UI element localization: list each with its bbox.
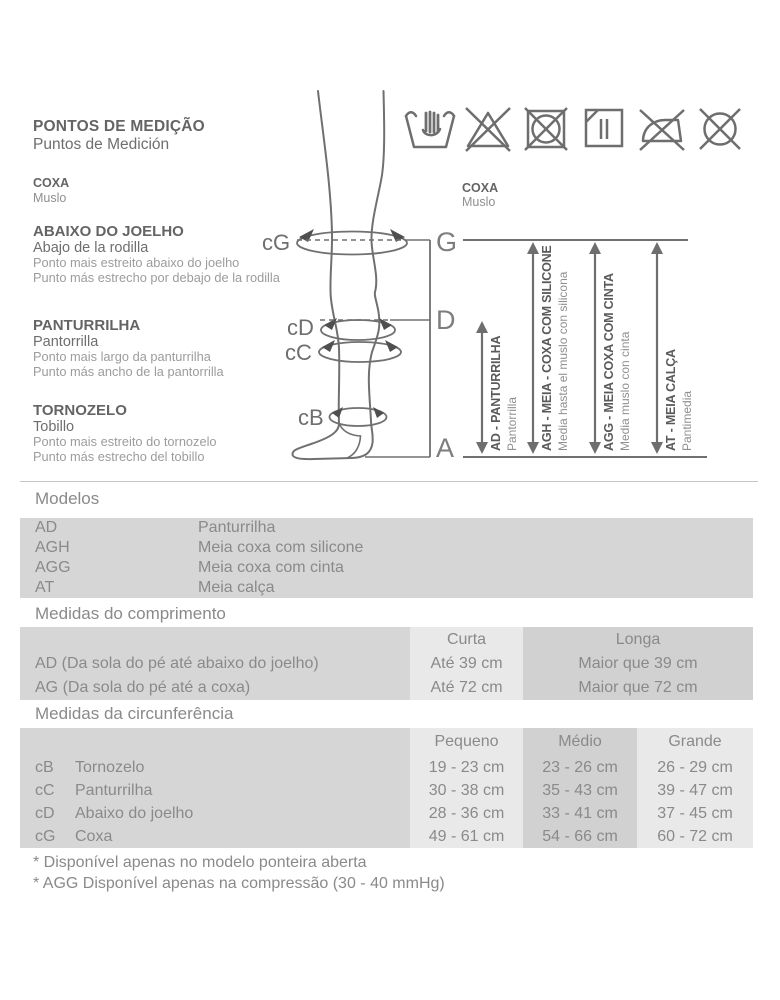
value-large: 39 - 47 cm xyxy=(637,779,753,802)
arrow-sublabel-ad: Pantorrilla xyxy=(505,396,519,451)
point-coxa xyxy=(33,176,69,205)
point-name: Coxa xyxy=(75,827,113,845)
table-row xyxy=(20,538,753,558)
row-label xyxy=(20,825,410,848)
point-name: Tornozelo xyxy=(75,758,145,776)
table-row xyxy=(20,779,753,802)
cg-ellipse xyxy=(297,232,407,255)
arrow-label-at: AT - MEIA CALÇA xyxy=(664,349,678,451)
point-subtitle: Tobillo xyxy=(33,419,75,435)
point-desc-es: Punto más ancho de la pantorrilla xyxy=(33,363,224,379)
empty-header-cell xyxy=(20,728,410,756)
cb-label: cB xyxy=(298,405,324,430)
page-title: PONTOS DE MEDIÇÃO xyxy=(33,118,205,135)
column-header-curta: Curta xyxy=(410,627,523,652)
point-desc-pt: Ponto mais estreito abaixo do joelho xyxy=(33,255,240,270)
table-row xyxy=(20,802,753,825)
point-subtitle: Muslo xyxy=(33,191,67,205)
footnote-agg-compression: * AGG Disponível apenas na compressão (30 - 40 mmHg) xyxy=(33,875,445,892)
leg-measurement-diagram xyxy=(250,85,760,480)
point-title: ABAIXO DO JOELHO xyxy=(33,223,184,240)
ellipse-arrowheads xyxy=(299,229,405,418)
table-row xyxy=(20,676,753,700)
arrow-sublabel-agg: Media muslo con cinta xyxy=(618,331,632,451)
value-large: 37 - 45 cm xyxy=(637,802,753,825)
point-abaixo-do-joelho xyxy=(33,223,280,285)
table-row xyxy=(20,652,753,676)
model-name: Meia coxa com cinta xyxy=(198,559,344,576)
point-name: Panturrilha xyxy=(75,781,153,799)
value-small: 28 - 36 cm xyxy=(410,802,523,825)
column-header-longa: Longa xyxy=(523,627,753,652)
column-header-grande: Grande xyxy=(637,728,753,756)
circumference-section-title: Medidas da circunferência xyxy=(35,704,234,723)
value-medium: 23 - 26 cm xyxy=(523,756,637,779)
model-code: AGH xyxy=(35,539,70,556)
g-label: G xyxy=(436,227,458,257)
cd-label: cD xyxy=(287,315,314,340)
model-code: AD xyxy=(35,519,58,536)
point-code: cD xyxy=(35,804,55,822)
point-desc-pt: Ponto mais largo da panturrilha xyxy=(33,349,211,364)
point-subtitle: Pantorrilla xyxy=(33,334,99,350)
arrow-sublabel-at: Pantimedia xyxy=(680,390,694,451)
point-label-group xyxy=(262,230,324,430)
table-row xyxy=(20,756,753,779)
point-desc-es: Punto más estrecho del tobillo xyxy=(33,448,205,464)
point-desc-es: Punto más estrecho por debajo de la rodilla xyxy=(33,269,280,285)
arrow-label-ad: AD - PANTURRILHA xyxy=(489,335,503,451)
page-subtitle: Puntos de Medición xyxy=(33,136,170,153)
point-code: cC xyxy=(35,781,55,799)
arrow-sublabel-agh: Media hasta el muslo con silicona xyxy=(556,271,570,451)
thigh-label-title: COXA xyxy=(462,181,499,195)
point-title: COXA xyxy=(33,176,70,190)
point-name: Abaixo do joelho xyxy=(75,804,194,822)
column-header-pequeno: Pequeno xyxy=(410,728,523,756)
point-title: TORNOZELO xyxy=(33,402,127,419)
empty-header-cell xyxy=(20,627,410,652)
length-arrow-labels xyxy=(489,245,694,451)
page-heading xyxy=(33,118,205,153)
table-header-row xyxy=(20,627,753,652)
length-row-label: AD (Da sola do pé até abaixo do joelho) xyxy=(20,652,410,676)
point-panturrilha xyxy=(33,317,224,379)
model-name: Panturrilha xyxy=(198,519,276,536)
d-label: D xyxy=(436,305,456,335)
length-value-curta: Até 39 cm xyxy=(410,652,523,676)
point-tornozelo xyxy=(33,402,217,464)
model-code: AT xyxy=(35,579,55,596)
column-header-medio: Médio xyxy=(523,728,637,756)
value-small: 19 - 23 cm xyxy=(410,756,523,779)
point-code: cG xyxy=(35,827,56,845)
row-label xyxy=(20,756,410,779)
point-title: PANTURRILHA xyxy=(33,317,141,334)
table-row xyxy=(20,825,753,848)
models-section-title: Modelos xyxy=(35,489,100,508)
value-medium: 54 - 66 cm xyxy=(523,825,637,848)
value-large: 26 - 29 cm xyxy=(637,756,753,779)
model-code: AGG xyxy=(35,559,71,576)
row-label xyxy=(20,779,410,802)
a-label: A xyxy=(436,433,455,463)
length-value-curta: Até 72 cm xyxy=(410,676,523,700)
model-name: Meia calça xyxy=(198,579,275,596)
thigh-label-subtitle: Muslo xyxy=(462,195,496,209)
circumference-table xyxy=(20,728,753,848)
table-row xyxy=(20,578,753,598)
section-divider xyxy=(20,481,758,482)
value-medium: 33 - 41 cm xyxy=(523,802,637,825)
length-row-label: AG (Da sola do pé até a coxa) xyxy=(20,676,410,700)
cc-label: cC xyxy=(285,340,312,365)
cg-label: cG xyxy=(262,230,291,255)
arrow-label-agg: AGG - MEIA COXA COM CINTA xyxy=(602,273,616,451)
length-value-longa: Maior que 39 cm xyxy=(523,652,753,676)
arrow-label-agh: AGH - MEIA - COXA COM SILICONE xyxy=(540,245,554,451)
table-header-row xyxy=(20,728,753,756)
value-medium: 35 - 43 cm xyxy=(523,779,637,802)
length-section-title: Medidas do comprimento xyxy=(35,604,226,623)
value-large: 60 - 72 cm xyxy=(637,825,753,848)
row-label xyxy=(20,802,410,825)
point-subtitle: Abajo de la rodilla xyxy=(33,240,149,256)
length-table xyxy=(20,627,753,700)
value-small: 30 - 38 cm xyxy=(410,779,523,802)
table-row xyxy=(20,558,753,578)
model-name: Meia coxa com silicone xyxy=(198,539,364,556)
line-label-group xyxy=(436,227,457,463)
footnote-open-toe: * Disponível apenas no modelo ponteira aberta xyxy=(33,854,367,871)
point-desc-pt: Ponto mais estreito do tornozelo xyxy=(33,434,217,449)
leg-outline xyxy=(292,91,384,459)
value-small: 49 - 61 cm xyxy=(410,825,523,848)
models-table xyxy=(20,518,753,598)
length-value-longa: Maior que 72 cm xyxy=(523,676,753,700)
table-row xyxy=(20,518,753,538)
point-code: cB xyxy=(35,758,54,776)
